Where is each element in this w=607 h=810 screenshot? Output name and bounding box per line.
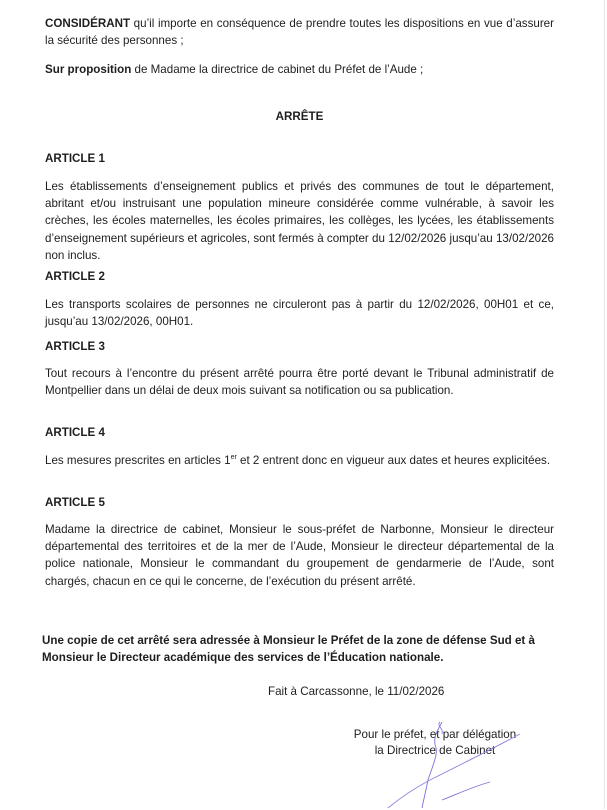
signature-line-1: Pour le préfet, et par délégation [353, 728, 517, 741]
article-2-heading: ARTICLE 2 [45, 270, 105, 283]
article-5-heading: ARTICLE 5 [45, 496, 105, 509]
proposition-text: de Madame la directrice de cabinet du Préfet de l’Aude ; [131, 63, 424, 76]
article-1-text: Les établissements d’enseignement publics et privés des communes de tout le département, abritant et/ou instruisant une population mineure considérée comme vulnérable, à savoir les crèches, les écoles maternelles, les écoles primaires, les collèges, les lycées, les établissements d’enseignement supérieurs et agricoles, sont fermés à compter du 12/02/2026 jusqu’au 13/02/2026 non inclus. [45, 180, 554, 262]
handwritten-signature-icon [380, 720, 530, 810]
article-4-text [45, 452, 554, 469]
article-3-text: Tout recours à l’encontre du présent arrêté pourra être porté devant le Tribunal administratif de Montpellier dans un délai de deux mois suivant sa notification ou sa publication. [45, 367, 554, 398]
considerant-paragraph [45, 15, 554, 49]
article-4-superscript: er [230, 454, 237, 462]
considerant-text: qu’il importe en conséquence de prendre toutes les dispositions en vue d’assurer la sécurité des personnes ; [45, 17, 554, 48]
considerant-label: CONSIDÉRANT [45, 17, 131, 30]
article-4-text-before: Les mesures prescrites en articles 1 [45, 454, 231, 467]
article-4-text-after: et 2 entrent donc en vigueur aux dates et heures explicitées. [236, 454, 551, 467]
place-and-date: Fait à Carcassonne, le 11/02/2026 [268, 685, 445, 698]
article-2-text: Les transports scolaires de personnes ne circuleront pas à partir du 12/02/2026, 00H01 et ce, jusqu’au 13/02/2026, 00H01. [45, 298, 554, 329]
copy-notice: Une copie de cet arrêté sera adressée à Monsieur le Préfet de la zone de défense Sud et à Monsieur le Directeur académique des services de l’Éducation nationale. [42, 634, 535, 665]
article-1-heading: ARTICLE 1 [45, 152, 105, 165]
proposition-label: Sur proposition [45, 63, 132, 76]
article-4-heading: ARTICLE 4 [45, 426, 105, 439]
proposition-paragraph [45, 61, 554, 78]
signature-line-2: la Directrice de Cabinet [374, 744, 496, 757]
article-5-text: Madame la directrice de cabinet, Monsieur le sous-préfet de Narbonne, Monsieur le directeur départemental des territoires et de la mer de l’Aude, Monsieur le directeur départemental de la police nationale, Monsieur le commandant du groupement de gendarmerie de l’Aude, sont chargés, chacun en ce qui le concerne, de l’exécution du présent arrêté. [45, 523, 554, 588]
arrete-title: ARRÊTE [275, 110, 324, 123]
article-3-heading: ARTICLE 3 [45, 340, 105, 353]
